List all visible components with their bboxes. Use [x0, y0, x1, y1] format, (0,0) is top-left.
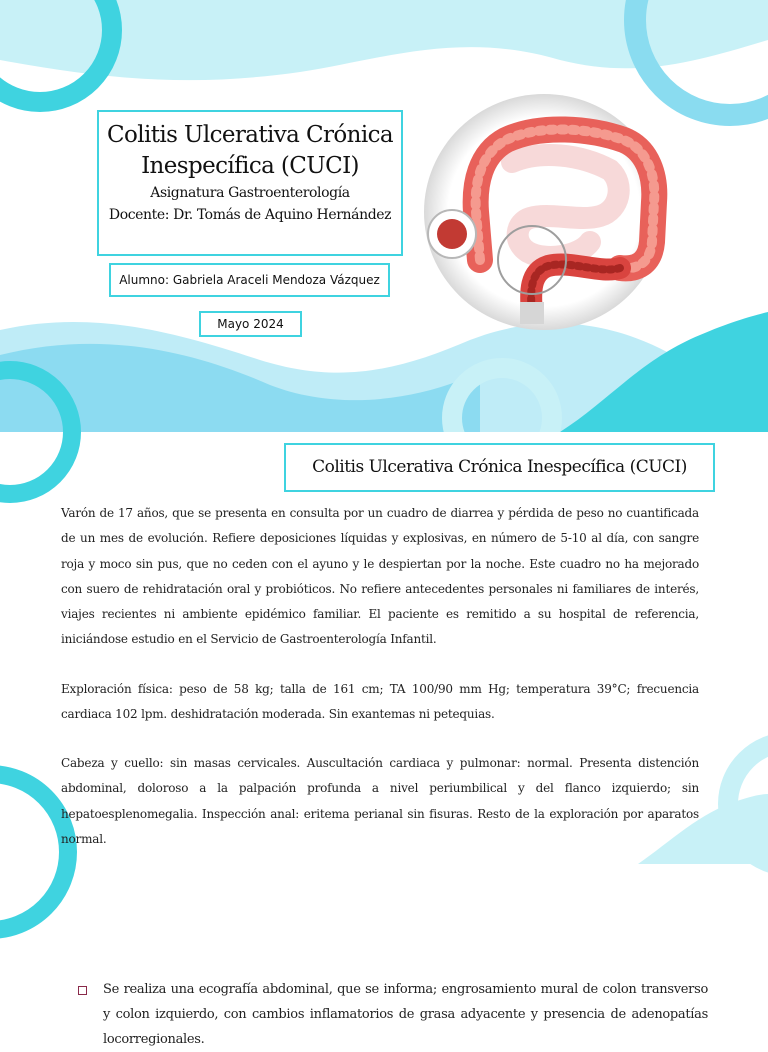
title-box: [97, 110, 403, 256]
teacher-label: Docente: Dr. Tomás de Aquino Hernández: [108, 207, 392, 223]
date-label: Mayo 2024: [199, 311, 302, 337]
case-page: [0, 432, 768, 1047]
case-paragraph-history: Varón de 17 años, que se presenta en consulta por un cuadro de diarrea y pérdida de peso no cuantificada de un mes de evolución. Refiere deposiciones líquidas y explosivas, en número de 5-10 al día, con sangre roja y moco sin pus, que no ceden con el ayuno y le despiertan por la noche. Este cuadro no ha mejorado con suero de rehidratación oral y probióticos. No refiere antecedentes personales ni familiares de interés, viajes recientes ni ambiente epidémico familiar. El paciente es remitido a su hospital de referencia, iniciándose estudio en el Servicio de Gastroenterología Infantil.: [61, 506, 699, 647]
student-label: Alumno: Gabriela Araceli Mendoza Vázquez: [109, 263, 390, 297]
square-bullet-icon: [78, 986, 87, 995]
cover-page: [0, 0, 768, 432]
colon-illustration-icon: [420, 92, 668, 332]
document-title: Colitis Ulcerativa Crónica Inespecífica (CUCI): [106, 122, 394, 179]
case-paragraph-exam-details: Cabeza y cuello: sin masas cervicales. Auscultación cardiaca y pulmonar: normal. Presenta distención abdominal, doloroso a la palpación profunda a nivel periumbilical y del flanco izquierdo; sin hepatoesplenomegalia. Inspección anal: eritema perianal sin fisuras. Resto de la exploración por aparatos normal.: [61, 756, 699, 846]
subject-label: Asignatura Gastroenterología: [150, 185, 350, 201]
case-paragraph-physical-exam: Exploración física: peso de 58 kg; talla de 161 cm; TA 100/90 mm Hg; temperatura 39°C; frecuencia cardiaca 102 lpm. deshidratación moderada. Sin exantemas ni petequias.: [61, 682, 699, 722]
bullet-text: Se realiza una ecografía abdominal, que se informa; engrosamiento mural de colon transverso y colon izquierdo, con cambios inflamatorios de grasa adyacente y presencia de adenopatías locorregionales.: [103, 982, 708, 1047]
case-title: Colitis Ulcerativa Crónica Inespecífica (CUCI): [284, 443, 715, 492]
